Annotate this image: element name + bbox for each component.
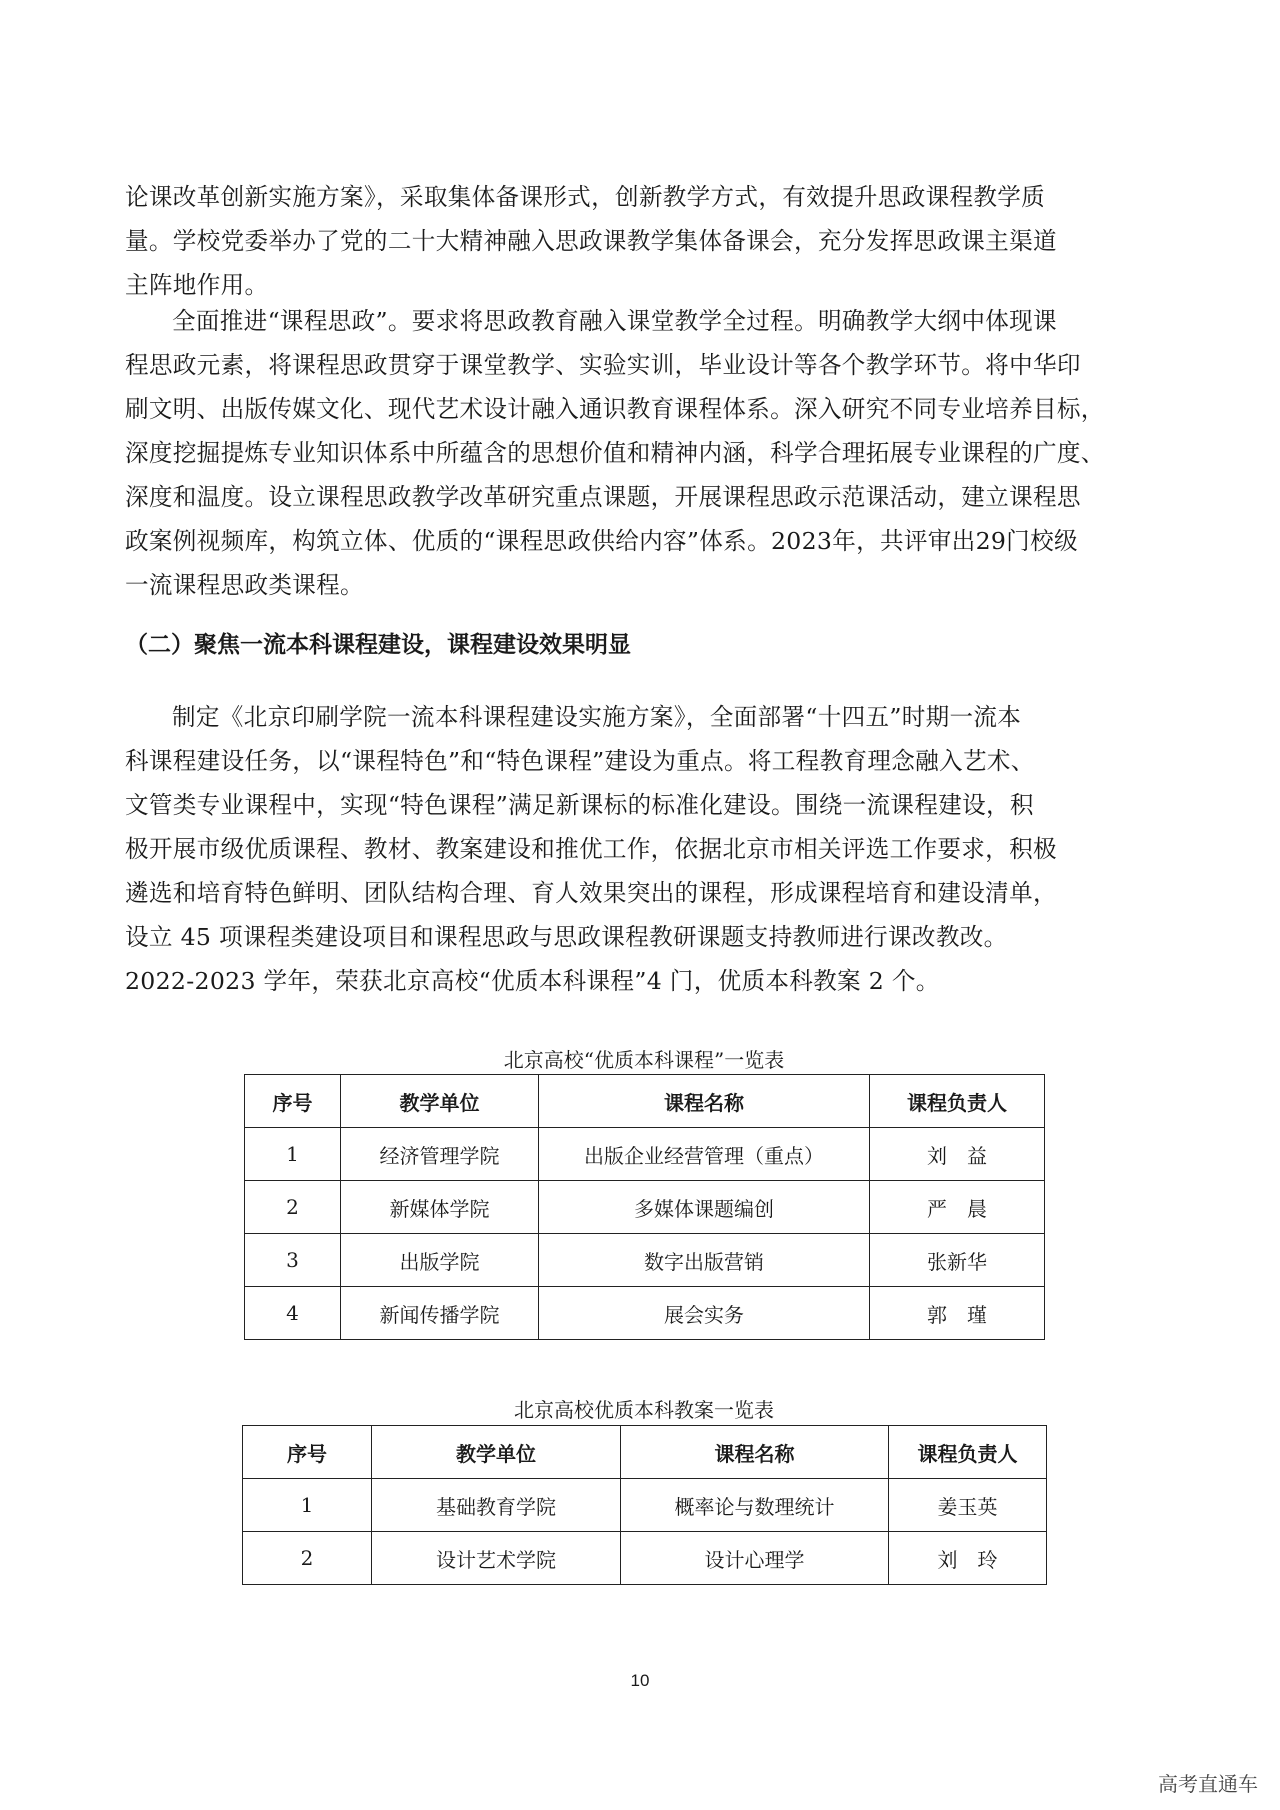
table-cell: 郭 瑾 bbox=[870, 1287, 1045, 1340]
text-line: 一流课程思政类课程。 bbox=[125, 571, 364, 599]
table-cell: 设计艺术学院 bbox=[372, 1532, 621, 1585]
header-cell: 教学单位 bbox=[372, 1426, 621, 1479]
header-cell: 课程负责人 bbox=[870, 1075, 1045, 1128]
table-cell: 3 bbox=[245, 1234, 341, 1287]
table-cell: 姜玉英 bbox=[889, 1479, 1047, 1532]
text-line: 科课程建设任务，以“课程特色”和“特色课程”建设为重点。将工程教育理念融入艺术、 bbox=[125, 747, 1035, 775]
table-row bbox=[245, 1128, 1045, 1181]
header-cell: 课程名称 bbox=[621, 1426, 889, 1479]
table-cell: 2 bbox=[245, 1181, 341, 1234]
table-header-row bbox=[243, 1426, 1047, 1479]
quality-lesson-plans-table bbox=[242, 1425, 1047, 1585]
table-cell: 数字出版营销 bbox=[539, 1234, 870, 1287]
text-line: 制定《北京印刷学院一流本科课程建设实施方案》，全面部署“十四五”时期一流本 bbox=[172, 703, 1022, 731]
table-header-row bbox=[245, 1075, 1045, 1128]
header-cell: 教学单位 bbox=[341, 1075, 539, 1128]
text-line: 量。学校党委举办了党的二十大精神融入思政课教学集体备课会，充分发挥思政课主渠道 bbox=[125, 227, 1057, 255]
text-line: 主阵地作用。 bbox=[125, 271, 269, 299]
table-cell: 基础教育学院 bbox=[372, 1479, 621, 1532]
table-cell: 出版学院 bbox=[341, 1234, 539, 1287]
table2-caption: 北京高校优质本科教案一览表 bbox=[514, 1398, 774, 1422]
table-cell: 1 bbox=[243, 1479, 372, 1532]
table-cell: 刘 益 bbox=[870, 1128, 1045, 1181]
table-cell: 展会实务 bbox=[539, 1287, 870, 1340]
watermark-text: 高考直通车 bbox=[1158, 1772, 1258, 1796]
table-cell: 多媒体课题编创 bbox=[539, 1181, 870, 1234]
table-row bbox=[245, 1181, 1045, 1234]
page-number: 10 bbox=[630, 1671, 650, 1690]
text-line: 2022-2023 学年，荣获北京高校“优质本科课程”4 门，优质本科教案 2 个。 bbox=[125, 967, 940, 995]
text-line: 深度挖掘提炼专业知识体系中所蕴含的思想价值和精神内涵，科学合理拓展专业课程的广度、 bbox=[125, 439, 1105, 467]
paragraph-course-ideology bbox=[125, 299, 1155, 607]
table-cell: 概率论与数理统计 bbox=[621, 1479, 889, 1532]
text-line: 程思政元素，将课程思政贯穿于课堂教学、实验实训，毕业设计等各个教学环节。将中华印 bbox=[125, 351, 1081, 379]
text-line: 政案例视频库，构筑立体、优质的“课程思政供给内容”体系。2023年，共评审出29门校级 bbox=[125, 527, 1078, 555]
text-line: 文管类专业课程中，实现“特色课程”满足新课标的标准化建设。围绕一流课程建设，积 bbox=[125, 791, 1034, 819]
table-row bbox=[245, 1234, 1045, 1287]
table-cell: 张新华 bbox=[870, 1234, 1045, 1287]
paragraph-first-class-courses bbox=[125, 695, 1155, 1003]
table-cell: 2 bbox=[243, 1532, 372, 1585]
table-cell: 出版企业经营管理（重点） bbox=[539, 1128, 870, 1181]
table-cell: 1 bbox=[245, 1128, 341, 1181]
table-cell: 经济管理学院 bbox=[341, 1128, 539, 1181]
table-row bbox=[245, 1287, 1045, 1340]
table-cell: 设计心理学 bbox=[621, 1532, 889, 1585]
text-line: 设立 45 项课程类建设项目和课程思政与思政课程教研课题支持教师进行课改教改。 bbox=[125, 923, 1008, 951]
header-cell: 课程负责人 bbox=[889, 1426, 1047, 1479]
table-cell: 新闻传播学院 bbox=[341, 1287, 539, 1340]
section-heading: （二）聚焦一流本科课程建设，课程建设效果明显 bbox=[125, 632, 631, 658]
text-line: 全面推进“课程思政”。要求将思政教育融入课堂教学全过程。明确教学大纲中体现课 bbox=[172, 307, 1057, 335]
table-cell: 4 bbox=[245, 1287, 341, 1340]
header-cell: 序号 bbox=[243, 1426, 372, 1479]
header-cell: 课程名称 bbox=[539, 1075, 870, 1128]
table-cell: 新媒体学院 bbox=[341, 1181, 539, 1234]
text-line: 极开展市级优质课程、教材、教案建设和推优工作，依据北京市相关评选工作要求，积极 bbox=[125, 835, 1057, 863]
text-line: 刷文明、出版传媒文化、现代艺术设计融入通识教育课程体系。深入研究不同专业培养目标， bbox=[125, 395, 1105, 423]
table-cell: 严 晨 bbox=[870, 1181, 1045, 1234]
table-row bbox=[243, 1479, 1047, 1532]
table1-caption: 北京高校“优质本科课程”一览表 bbox=[503, 1048, 785, 1072]
table-cell: 刘 玲 bbox=[889, 1532, 1047, 1585]
text-line: 遴选和培育特色鲜明、团队结构合理、育人效果突出的课程，形成课程培育和建设清单， bbox=[125, 879, 1057, 907]
quality-courses-table bbox=[244, 1074, 1045, 1340]
text-line: 论课改革创新实施方案》，采取集体备课形式，创新教学方式，有效提升思政课程教学质 bbox=[125, 183, 1046, 211]
header-cell: 序号 bbox=[245, 1075, 341, 1128]
text-line: 深度和温度。设立课程思政教学改革研究重点课题，开展课程思政示范课活动，建立课程思 bbox=[125, 483, 1081, 511]
table-row bbox=[243, 1532, 1047, 1585]
paragraph-curriculum-reform bbox=[125, 175, 1155, 307]
